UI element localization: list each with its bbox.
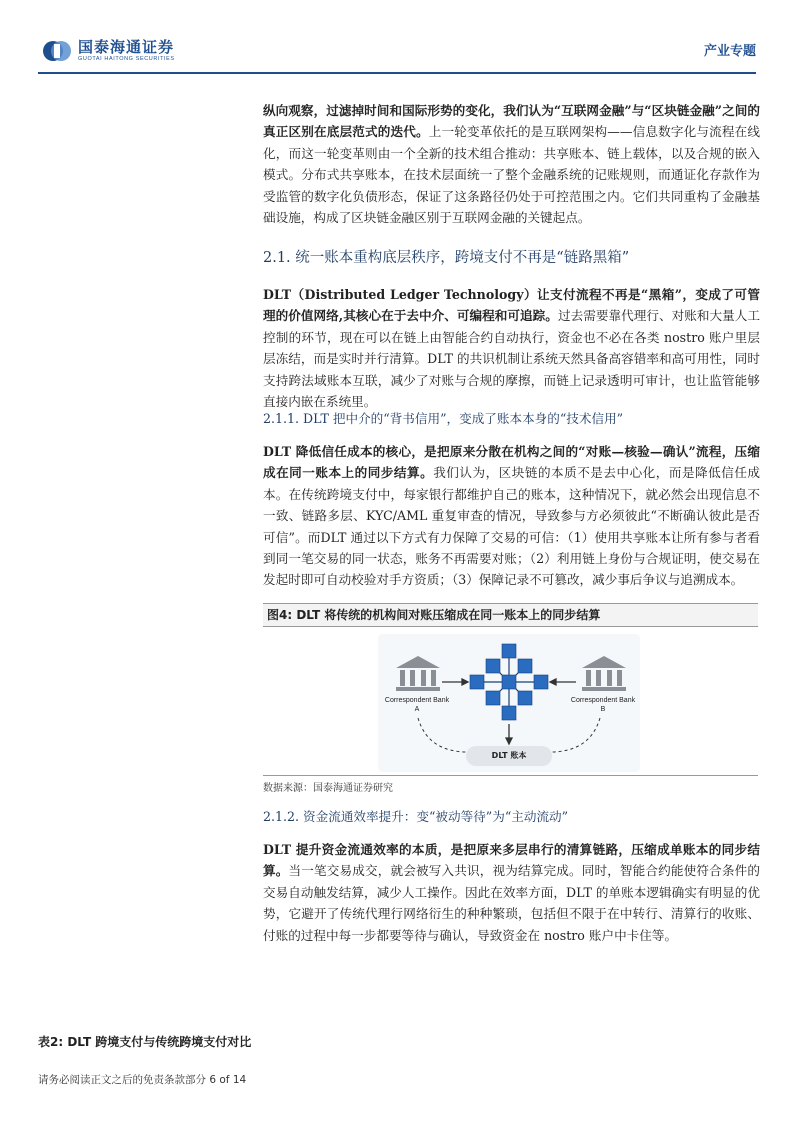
disclaimer-page-footer: 请务必阅读正文之后的免责条款部分 6 of 14 [38,1074,247,1086]
table-title: 表2: DLT 跨境支付与传统跨境支付对比 [38,1035,252,1049]
blockchain-cubes-icon [470,644,548,720]
ledger-label: DLT 账本 [491,751,527,760]
page-header [0,0,794,75]
bank-b-icon [582,656,626,691]
report-type-label: 产业专题 [703,44,756,59]
paragraph-lead: DLT（Distributed Ledger Technology）让支付流程不再是“黑箱”，变成了可管理的价值网络,其核心在于去中介、可编程和可追踪。 [263,287,760,324]
dlt-ledger-diagram [378,634,640,772]
section-heading-2-1-1: 2.1.1. DLT 把中介的“背书信用”，变成了账本本身的“技术信用” [263,411,624,426]
paragraph-body: 当一笔交易成交，就会被写入共识，视为结算完成。同时，智能合约能使符合条件的交易自动触发结算，减少人工操作。因此在效率方面，DLT 的单账本逻辑确实有明显的优势，它避开了传统代理行网络衍生的种种繁琐，包括但不限于在中转行、清算行的收账、付账的过程中每一步都要等待与确认，导致资金在 nostro 账户中卡住等。 [263,863,761,943]
dashed-curve-left-icon [418,718,468,752]
paragraph-body: 过去需要靠代理行、对账和大量人工控制的环节，现在可以在链上由智能合约自动执行，资金也不必在各类 nostro 账户里层层冻结，而是实时并行清算。DLT 的共识机制让系统天然具备高容错率和高可用性，同时支持跨法域账本互联，减少了对账与合规的摩擦，而链上记录透明可审计，也让监管能够直接内嵌在系统里。 [263,308,760,410]
logo-icon [42,38,72,64]
bank-a-label: Correspondent Bank A [384,697,450,713]
arrow-bank-a-to-ledger-icon [442,679,468,685]
bank-b-label: Correspondent Bank B [570,697,636,713]
arrow-down-to-ledger-icon [506,724,512,744]
header-divider [38,72,756,74]
section-heading-2-1-2: 2.1.2. 资金流通效率提升：变“被动等待”为“主动流动” [263,809,569,824]
section-heading-2-1: 2.1. 统一账本重构底层秩序，跨境支付不再是“链路黑箱” [263,250,630,266]
paragraph-lead: DLT 降低信任成本的核心，是把原来分散在机构之间的“对账—核验—确认”流程，压缩成在同一账本上的同步结算。 [263,444,760,481]
paragraph-body: 我们认为，区块链的本质不是去中心化，而是降低信任成本。在传统跨境支付中，每家银行都维护自己的账本，这种情况下，就必然会出现信息不一致、链路多层、KYC/AML 重复审查的情况，导致参与方必须彼此“不断确认彼此是否可信”。而DLT 通过以下方式有力保障了交易的可信：（1）使用共享账本让所有参与者看到同一笔交易的同一状态，账务不再需要对账；（2）利用链上身份与合规证明，使交易在发起时即可自动校验对手方资质；（3）保障记录不可篡改，减少事后争议与追溯成本。 [263,465,761,588]
paragraph-body: 上一轮变革依托的是互联网架构——信息数字化与流程在线化，而这一轮变革则由一个全新的技术组合推动：共享账本、链上载体，以及合规的嵌入模式。分布式共享账本，在技术层面统一了整个金融系统的记账规则，而通证化存款作为受监管的数字化负债形态，保证了这条路径仍处于可控范围之内。它们共同重构了金融基础设施，构成了区块链金融区别于互联网金融的关键起点。 [263,124,761,226]
paragraph-vertical-observation [263,100,760,228]
logo-name-cn: 国泰海通证券 [78,38,175,56]
bank-a-icon [396,656,440,691]
paragraph-trust-cost [263,441,760,591]
company-logo [42,38,175,64]
paragraph-lead: DLT 提升资金流通效率的本质，是把原来多层串行的清算链路，压缩成单账本的同步结算。 [263,842,760,879]
paragraph-efficiency [263,839,760,946]
paragraph-lead: 纵向观察，过滤掉时间和国际形势的变化，我们认为“互联网金融”与“区块链金融”之间的真正区别在底层范式的迭代。 [263,103,760,140]
figure-source: 数据来源：国泰海通证券研究 [263,775,758,794]
dashed-curve-right-icon [550,718,600,752]
arrow-bank-b-to-ledger-icon [550,679,576,685]
paragraph-dlt-intro [263,284,760,412]
logo-name-en: GUOTAI HAITONG SECURITIES [78,56,175,62]
figure-title: 图4: DLT 将传统的机构间对账压缩成在同一账本上的同步结算 [263,603,758,627]
